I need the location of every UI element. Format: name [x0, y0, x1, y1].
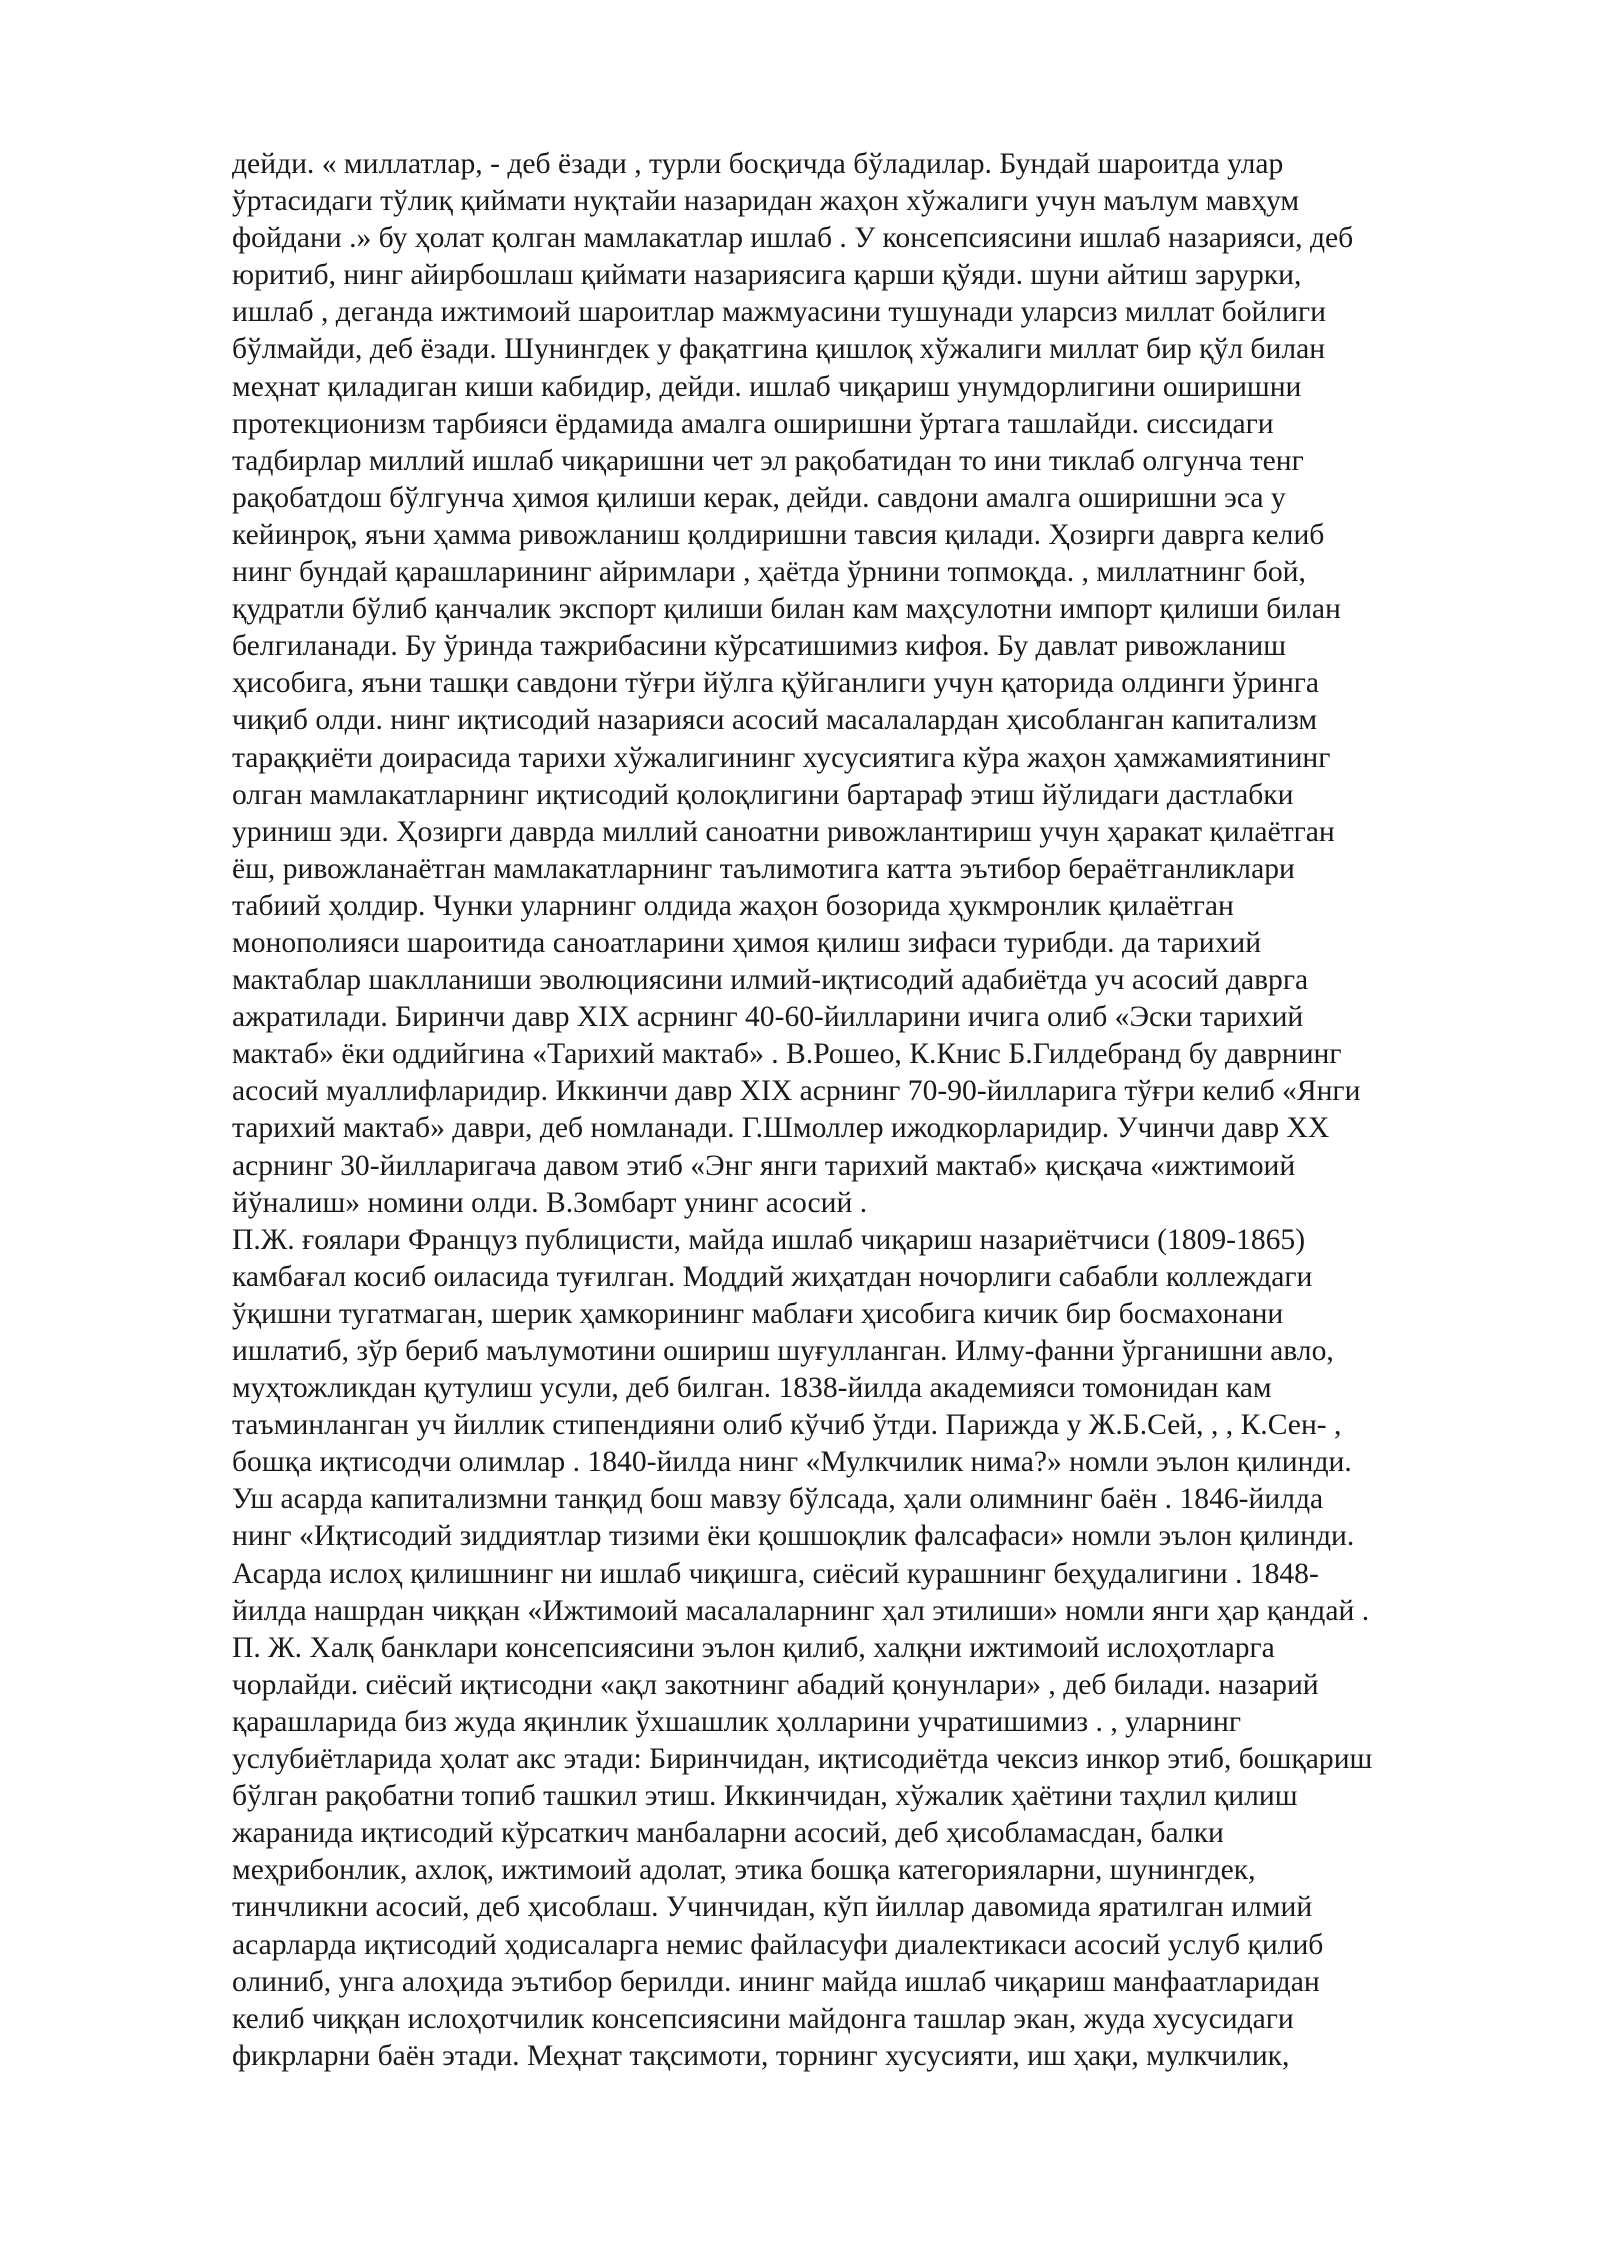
text-line: ишлатиб, зўр бериб маълумотини ошириш шуғулланган. Илму-фанни ўрганишни авло,	[232, 1335, 1334, 1367]
text-line: жаранида иқтисодий кўрсаткич манбаларни асосий, деб ҳисобламасдан, балки	[232, 1817, 1224, 1850]
text-line: П. Ж. Халқ банклари консепсиясини эълон қилиб, халқни ижтимоий ислоҳотларга	[232, 1631, 1275, 1664]
text-line: юритиб, нинг айирбошлаш қиймати назариясига қарши қўяди. шуни айтиш зарурки,	[232, 259, 1302, 292]
text-line: фикрларни баён этади. Меҳнат тақсимоти, торнинг хусусияти, иш ҳақи, мулкчилик,	[232, 2039, 1290, 2072]
text-line: асосий муаллифларидир. Иккинчи давр XIX асрнинг 70-90-йилларига тўғри келиб «Янги	[232, 1075, 1361, 1108]
text-line: кейинроқ, яъни ҳамма ривожланиш қолдиришни тавсия қилади. Ҳозирги даврга келиб	[232, 518, 1325, 551]
text-line: қарашларида биз жуда яқинлик ўхшашлик ҳолларини учратишимиз . , уларнинг	[232, 1705, 1241, 1738]
text-line: ажратилади. Биринчи давр XIX асрнинг 40-60-йилларини ичига олиб «Эски тарихий	[232, 1001, 1304, 1034]
text-line: протекционизм тарбияси ёрдамида амалга оширишни ўртага ташлайди. сиссидаги	[232, 407, 1274, 440]
text-line: монополияси шароитида саноатларини ҳимоя қилиш зифаси турибди. да тарихий	[232, 926, 1262, 959]
text-line: тинчликни асосий, деб ҳисоблаш. Учинчидан, кўп йиллар давомида яратилган илмий	[232, 1891, 1313, 1924]
text-line: меҳнат қиладиган киши кабидир, дейди. ишлаб чиқариш унумдорлигини оширишни	[232, 370, 1302, 403]
text-line: рақобатдош бўлгунча ҳимоя қилиши керак, дейди. савдони амалга оширишни эса у	[232, 481, 1286, 514]
text-line: уриниш эди. Ҳозирги даврда миллий саноатни ривожлантириш учун ҳаракат қилаётган	[232, 815, 1335, 848]
text-line: муҳтожликдан қутулиш усули, деб билган. 1838-йилда академияси томонидан кам	[232, 1372, 1272, 1405]
text-line: Асарда ислоҳ қилишнинг ни ишлаб чиқишга, сиёсий курашнинг беҳудалигини . 1848-	[232, 1557, 1319, 1590]
text-line: меҳрибонлик, ахлоқ, ижтимоий адолат, этика бошқа категорияларни, шунингдек,	[232, 1854, 1256, 1887]
text-line: бошқа иқтисодчи олимлар . 1840-йилда нинг «Мулкчилик нима?» номли эълон қилинди.	[232, 1446, 1352, 1479]
text-line: йилда нашрдан чиққан «Ижтимоий масалаларнинг ҳал этилиши» номли янги ҳар қандай .	[232, 1594, 1370, 1627]
text-line: тараққиёти доирасида тарихи хўжалигининг хусусиятига кўра жаҳон ҳамжамиятининг	[232, 741, 1331, 774]
text-line: бўлмайди, деб ёзади. Шунингдек у фақатгина қишлоқ хўжалиги миллат бир қўл билан	[232, 333, 1326, 366]
text-line: П.Ж. ғоялари Француз публицисти, майда ишлаб чиқариш назариётчиси (1809-1865)	[232, 1223, 1306, 1256]
text-line: мактаб» ёки оддийгина «Тарихий мактаб» . В.Рошео, К.Книс Б.Гилдебранд бу даврнинг	[232, 1038, 1342, 1071]
text-line: белгиланади. Бу ўринда тажрибасини кўрсатишимиз кифоя. Бу давлат ривожланиш	[232, 630, 1287, 663]
text-line: мактаблар шаклланиши эволюциясини илмий-иқтисодий адабиётда уч асосий даврга	[232, 964, 1309, 997]
text-line: тарихий мактаб» даври, деб номланади. Г.Шмоллер ижодкорларидир. Учинчи давр XX	[232, 1112, 1330, 1145]
text-line: ўртасидаги тўлиқ қиймати нуқтайи назаридан жаҳон хўжалиги учун маълум мавҳум	[232, 185, 1300, 218]
text-line: ўқишни тугатмаган, шерик ҳамкорининг маблағи ҳисобига кичик бир босмахонани	[232, 1297, 1284, 1330]
text-line: камбағал косиб оиласида туғилган. Моддий жиҳатдан ночорлиги сабабли коллеждаги	[232, 1260, 1313, 1293]
text-line: ёш, ривожланаётган мамлакатларнинг таълимотига катта эътибор бераётганликлари	[232, 852, 1295, 885]
text-line: тадбирлар миллий ишлаб чиқаришни чет эл рақобатидан то ини тиклаб олгунча тенг	[232, 444, 1304, 477]
text-line: дейди. « миллатлар, - деб ёзади , турли босқичда бўладилар. Бундай шароитда улар	[232, 148, 1284, 180]
text-line: асарларда иқтисодий ҳодисаларга немис файласуфи диалектикаси асосий услуб қилиб	[232, 1928, 1324, 1961]
text-line: таъминланган уч йиллик стипендияни олиб кўчиб ўтди. Парижда у Ж.Б.Сей, , , К.Сен- ,	[232, 1409, 1342, 1442]
text-line: ҳисобига, яъни ташқи савдони тўғри йўлга қўйганлиги учун қаторида олдинги ўринга	[232, 667, 1320, 700]
text-line: қудратли бўлиб қанчалик экспорт қилиши билан кам маҳсулотни импорт қилиши билан	[232, 593, 1341, 626]
text-line: нинг «Иқтисодий зиддиятлар тизими ёки қошшоқлик фалсафаси» номли эълон қилинди.	[232, 1520, 1355, 1553]
text-line: бўлган рақобатни топиб ташкил этиш. Иккинчидан, хўжалик ҳаётини таҳлил қилиш	[232, 1780, 1298, 1813]
text-line: ишлаб , деганда ижтимоий шароитлар мажмуасини тушунади уларсиз миллат бойлиги	[232, 296, 1326, 329]
text-line: Уш асарда капитализмни танқид бош мавзу бўлсада, ҳали олимнинг баён . 1846-йилда	[232, 1483, 1324, 1516]
text-line: чорлайди. сиёсий иқтисодни «ақл закотнинг абадий қонунлари» , деб билади. назарий	[232, 1668, 1319, 1701]
text-line: йўналиш» номини олди. В.Зомбарт унинг асосий .	[232, 1186, 868, 1219]
text-line: услубиётларида ҳолат акс этади: Биринчидан, иқтисодиётда чексиз инкор этиб, бошқариш	[232, 1743, 1373, 1776]
text-line: чиқиб олди. нинг иқтисодий назарияси асосий масалалардан ҳисобланган капитализм	[232, 704, 1318, 737]
text-line: олиниб, унга алоҳида эътибор берилди. ининг майда ишлаб чиқариш манфаатларидан	[232, 1965, 1320, 1998]
text-line: нинг бундай қарашларининг айримлари , ҳаётда ўрнини топмоқда. , миллатнинг бой,	[232, 556, 1306, 589]
text-line: келиб чиққан ислоҳотчилик консепсиясини майдонга ташлар экан, жуда хусусидаги	[232, 2002, 1294, 2035]
text-line: олган мамлакатларнинг иқтисодий қолоқлигини бартараф этиш йўлидаги дастлабки	[232, 778, 1294, 811]
text-line: фойдани .» бу ҳолат қолган мамлакатлар ишлаб . У консепсиясини ишлаб назарияси, деб	[232, 222, 1354, 255]
document-page	[232, 146, 1484, 2075]
text-line: табиий ҳолдир. Чунки уларнинг олдида жаҳон бозорида ҳукмронлик қилаётган	[232, 889, 1234, 922]
text-line: асрнинг 30-йилларигача давом этиб «Энг янги тарихий мактаб» қисқача «ижтимоий	[232, 1149, 1296, 1182]
